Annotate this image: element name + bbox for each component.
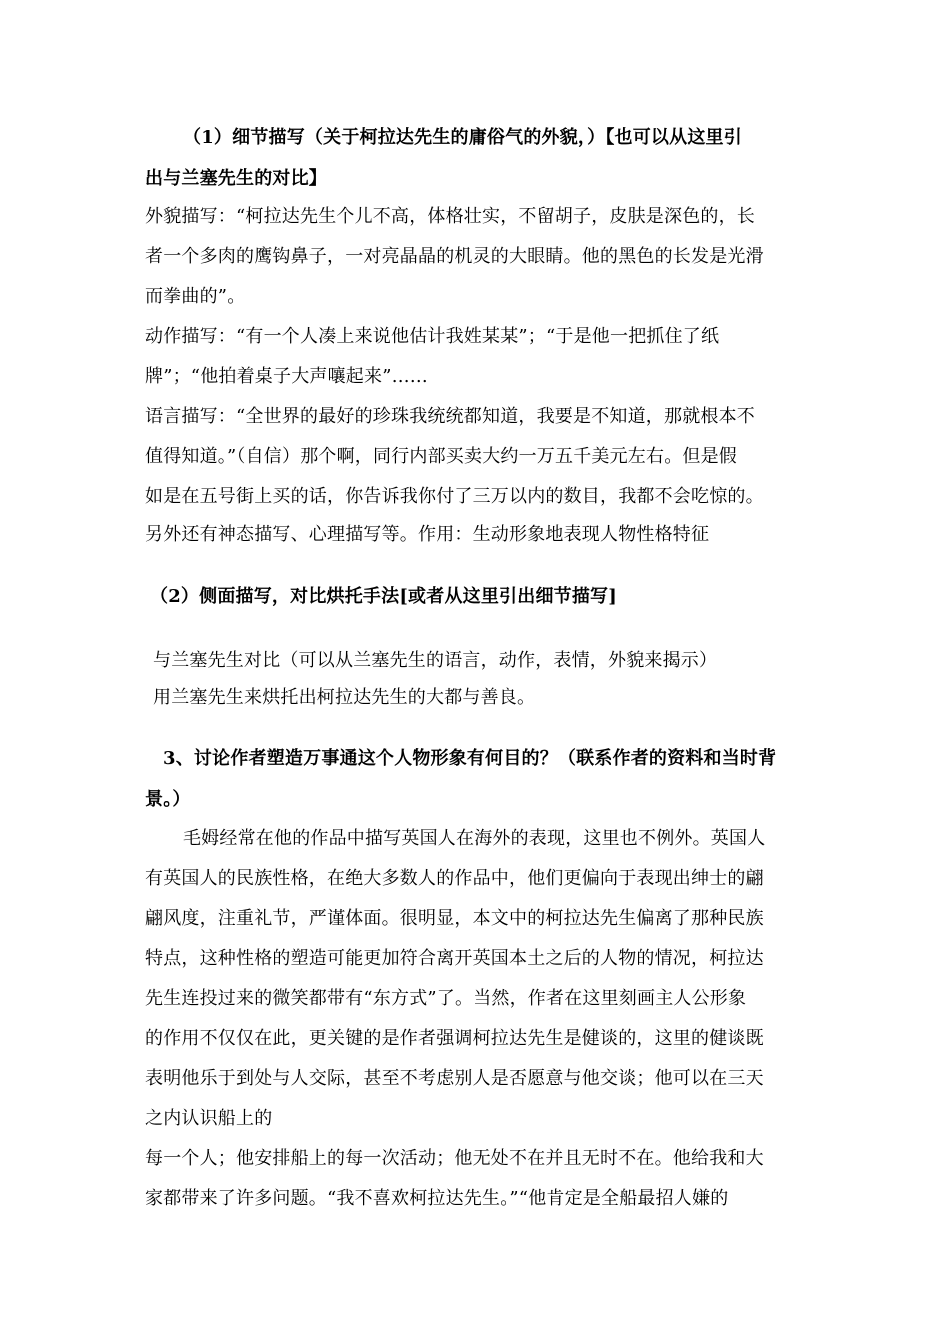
- paragraph-line: 有英国人的民族性格，在绝大多数人的作品中，他们更偏向于表现出绅士的翩: [145, 868, 764, 889]
- paragraph-line: 翩风度，注重礼节，严谨体面。很明显，本文中的柯拉达先生偏离了那种民族: [145, 908, 764, 929]
- section3-question-line2: 景。）: [145, 789, 191, 810]
- section1-heading-line2: 出与兰塞先生的对比】: [145, 168, 327, 189]
- appearance-text-line2: 者一个多肉的鹰钩鼻子，一对亮晶晶的机灵的大眼睛。他的黑色的长发是光滑: [145, 246, 764, 267]
- paragraph-line: 的作用不仅仅在此，更关键的是作者强调柯拉达先生是健谈的，这里的健谈既: [145, 1028, 764, 1049]
- section1-heading-line1: （1）细节描写（关于柯拉达先生的庸俗气的外貌，）【也可以从这里引: [183, 127, 742, 148]
- action-text-line2: 牌”；“他拍着桌子大声嚷起来”……: [145, 366, 429, 387]
- paragraph-line: 先生连投过来的微笑都带有“东方式”了。当然，作者在这里刻画主人公形象: [145, 988, 747, 1009]
- paragraph-line: 特点，这种性格的塑造可能更加符合离开英国本土之后的人物的情况，柯拉达: [145, 948, 764, 969]
- contrast-line: 与兰塞先生对比（可以从兰塞先生的语言，动作，表情，外貌来揭示）: [153, 650, 718, 671]
- paragraph-line: 家都带来了许多问题。“我不喜欢柯拉达先生。”“他肯定是全船最招人嫌的: [145, 1188, 729, 1209]
- foil-line: 用兰塞先生来烘托出柯拉达先生的大都与善良。: [153, 687, 536, 708]
- speech-text-line3: 如是在五号街上买的话，你告诉我你付了三万以内的数目，我都不会吃惊的。: [145, 486, 764, 507]
- appearance-text-line3: 而拳曲的”。: [145, 286, 246, 307]
- paragraph-line: 之内认识船上的: [145, 1108, 273, 1129]
- paragraph-line: 每一个人；他安排船上的每一次活动；他无处不在并且无时不在。他给我和大: [145, 1148, 764, 1169]
- appearance-text-line1: 外貌描写：“柯拉达先生个儿不高，体格壮实，不留胡子，皮肤是深色的，长: [145, 206, 755, 227]
- speech-text-line1: 语言描写：“全世界的最好的珍珠我统统都知道，我要是不知道，那就根本不: [145, 406, 755, 427]
- paragraph-line: 毛姆经常在他的作品中描写英国人在海外的表现，这里也不例外。英国人: [183, 828, 766, 849]
- speech-text-line2: 值得知道。”（自信）那个啊，同行内部买卖大约一万五千美元左右。但是假: [145, 446, 737, 467]
- section2-heading: （2）侧面描写，对比烘托手法[或者从这里引出细节描写]: [150, 586, 617, 607]
- paragraph-line: 表明他乐于到处与人交际，甚至不考虑别人是否愿意与他交谈；他可以在三天: [145, 1068, 764, 1089]
- section3-question-line1: 3、讨论作者塑造万事通这个人物形象有何目的？（联系作者的资料和当时背: [163, 748, 777, 769]
- action-text-line1: 动作描写：“有一个人凑上来说他估计我姓某某”；“于是他一把抓住了纸: [145, 326, 720, 347]
- other-description-line: 另外还有神态描写、心理描写等。作用：生动形象地表现人物性格特征: [145, 524, 710, 545]
